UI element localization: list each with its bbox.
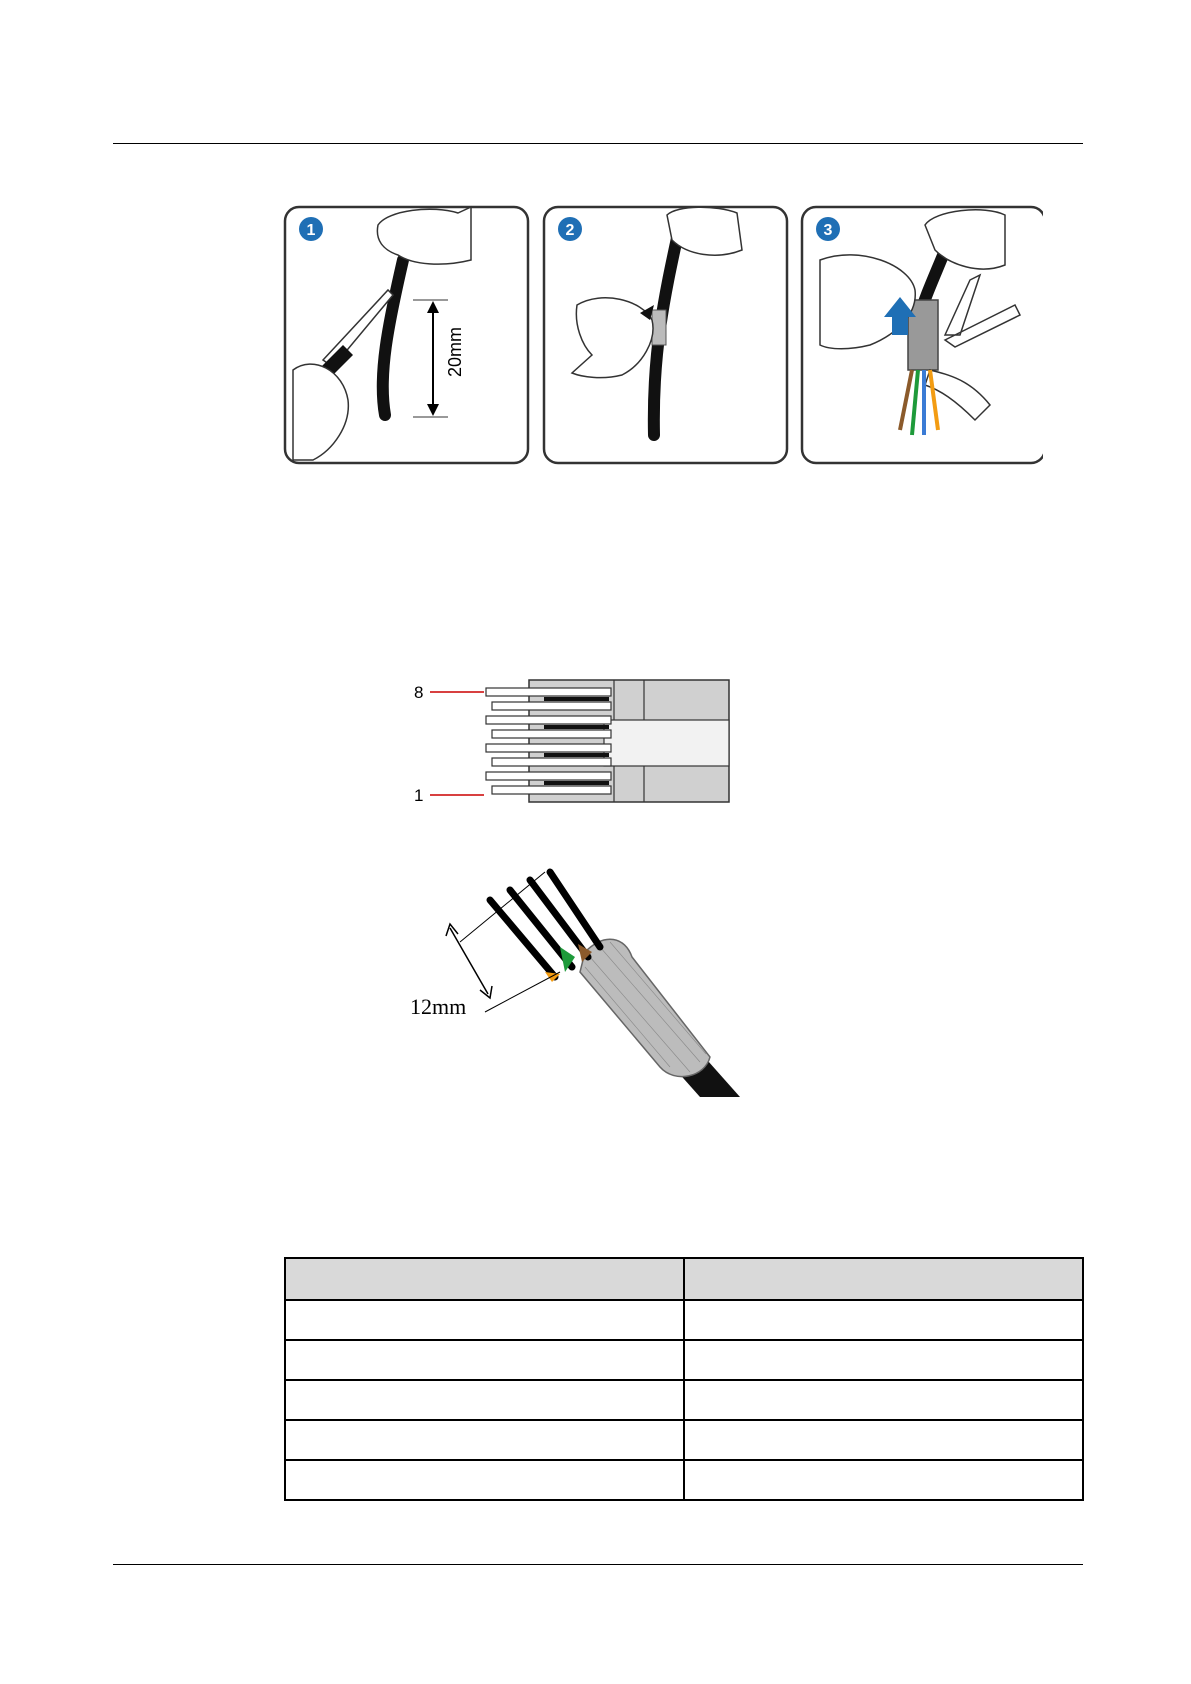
table-cell (285, 1300, 684, 1340)
table-cell (285, 1460, 684, 1500)
table-row (285, 1340, 1083, 1380)
table-header-cell (285, 1258, 684, 1300)
step-2-panel (544, 207, 787, 463)
table-cell (285, 1420, 684, 1460)
table-cell (684, 1340, 1083, 1380)
table-cell (684, 1300, 1083, 1340)
shield-braid-icon (580, 939, 710, 1076)
table-cell (684, 1420, 1083, 1460)
pin-assignment-table (284, 1257, 1084, 1501)
table-cell (285, 1380, 684, 1420)
footer-rule (113, 1564, 1083, 1565)
table-cell (285, 1340, 684, 1380)
step-3-panel (802, 207, 1043, 463)
table-header-cell (684, 1258, 1083, 1300)
header-rule (113, 143, 1083, 144)
stripped-cable-figure (410, 862, 750, 1102)
step-1-number: 1 (306, 222, 316, 239)
table-cell (684, 1380, 1083, 1420)
table-cell (684, 1460, 1083, 1500)
rj45-pinout-figure (404, 678, 734, 808)
strip-length-label: 20mm (445, 326, 465, 377)
table-header-row (285, 1258, 1083, 1300)
table-row (285, 1380, 1083, 1420)
pin-1-label: 1 (414, 786, 424, 805)
cable-stripping-steps-figure (283, 205, 1043, 467)
strip-length-label: 12mm (410, 994, 467, 1019)
table-row (285, 1460, 1083, 1500)
step-1-panel (285, 207, 528, 463)
pin-8-label: 8 (414, 683, 424, 702)
step-2-number: 2 (565, 222, 575, 239)
step-3-number: 3 (823, 222, 833, 239)
table-row (285, 1420, 1083, 1460)
table-row (285, 1300, 1083, 1340)
